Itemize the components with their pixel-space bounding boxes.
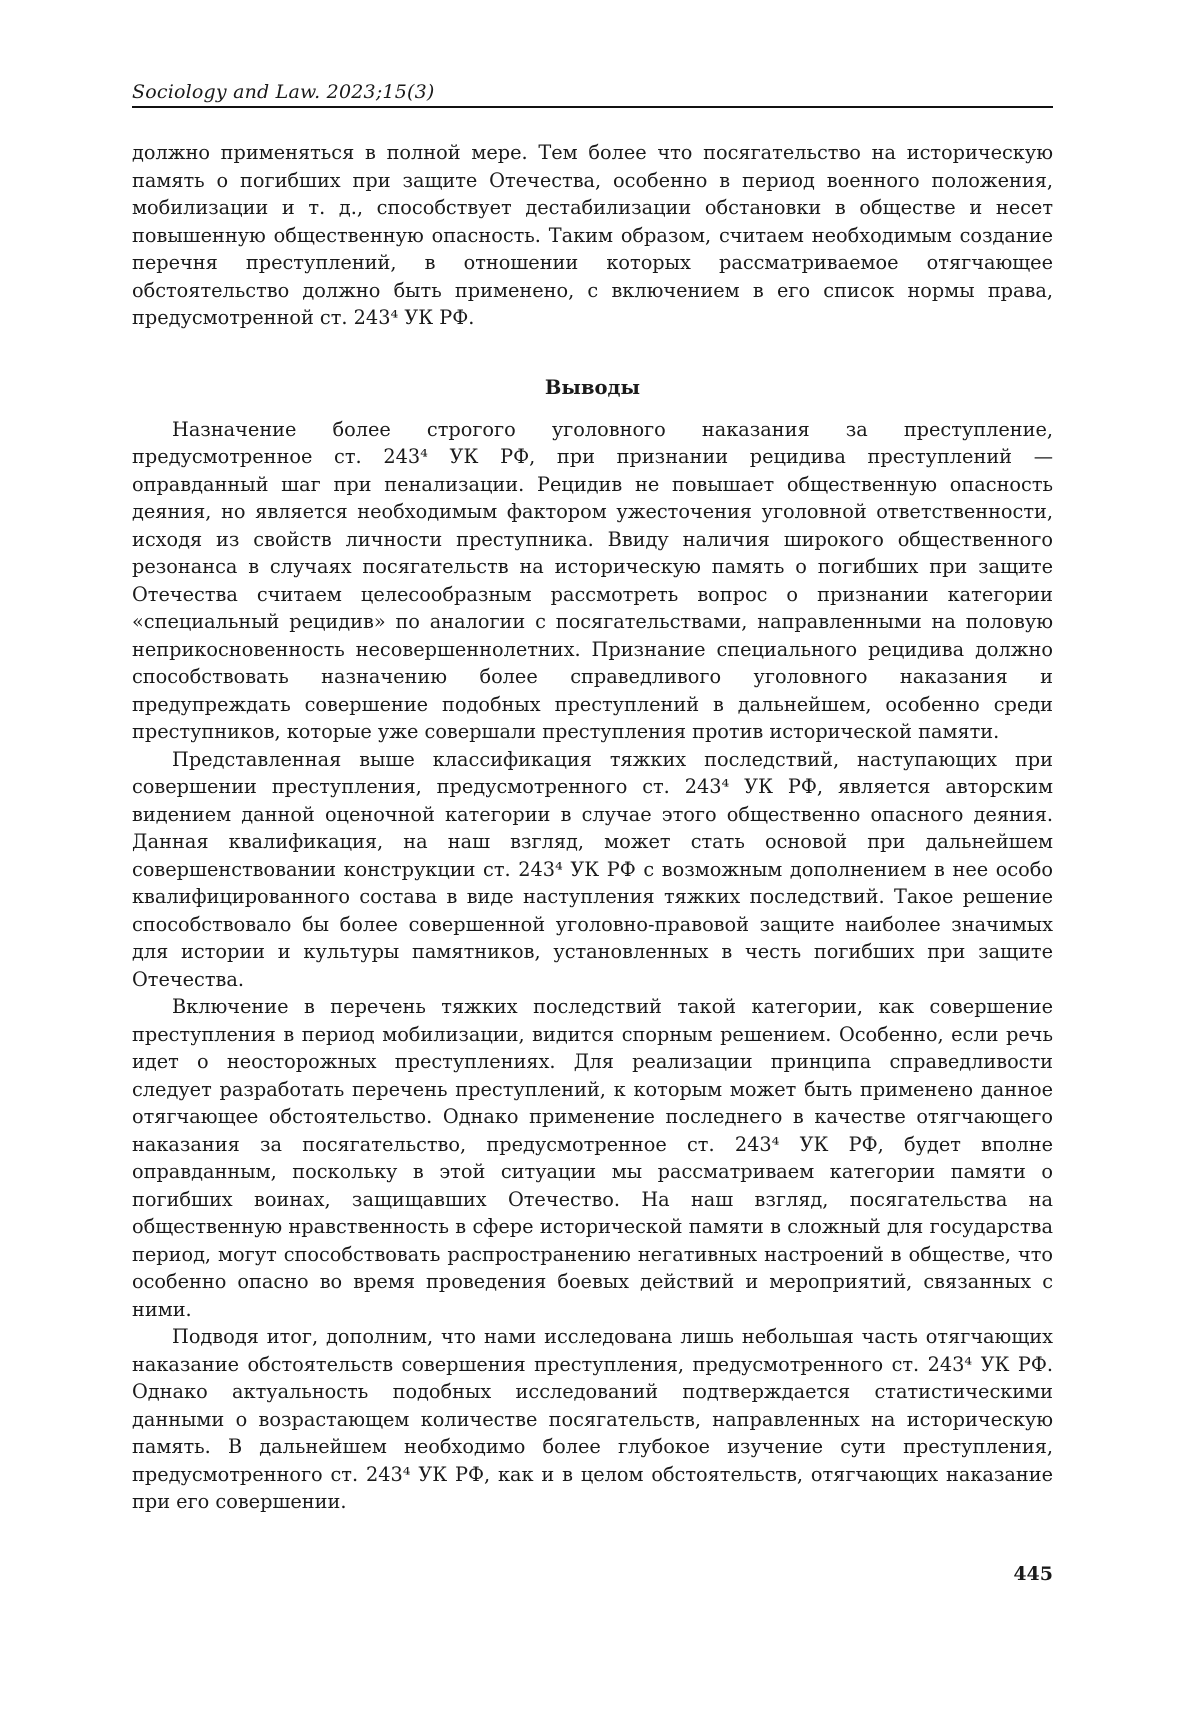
paragraph-3: Включение в перечень тяжких последствий такой категории, как совершение преступления в период мобилизации, видится спорным решением. Особенно, если речь идет о неосторожных преступлениях. Для реализации принципа справедливости следует разработать перечень преступлений, к которым может быть применено данное отягчающее обстоятельство. Однако применение последнего в качестве отягчающего наказания за посягательство, предусмотренное ст. 243⁴ УК РФ, будет вполне оправданным, поскольку в этой ситуации мы рассматриваем категории памяти о погибших воинах, защищавших Отечество. На наш взгляд, посягательства на общественную нравственность в сфере исторической памяти в сложный для государства период, могут способствовать распространению негативных настроений в обществе, что особенно опасно во время проведения боевых действий и мероприятий, связанных с ними. (132, 995, 1053, 1321)
paragraph-2: Представленная выше классификация тяжких последствий, наступающих при совершении преступления, предусмотренного ст. 243⁴ УК РФ, является авторским видением данной оценочной категории в случае этого общественно опасного деяния. Данная квалификация, на наш взгляд, может стать основой при дальнейшем совершенствовании конструкции ст. 243⁴ УК РФ с возможным дополнением в нее особо квалифицированного состава в виде наступления тяжких последствий. Такое решение способствовало бы более совершенной уголовно-правовой защите наиболее значимых для истории и культуры памятников, установленных в честь погибших при защите Отечества. (132, 747, 1053, 991)
section-heading: Выводы (544, 375, 641, 399)
page-number: 445 (1013, 1563, 1053, 1585)
paragraph-1: Назначение более строгого уголовного наказания за преступление, предусмотренное ст. 243⁴ УК РФ, при признании рецидива преступлений — оправданный шаг при пенализации. Рецидив не повышает общественную опасность деяния, но является необходимым фактором ужесточения уголовной ответственности, исходя из свойств личности преступника. Ввиду наличия широкого общественного резонанса в случаях посягательств на историческую память о погибших при защите Отечества считаем целесообразным рассмотреть вопрос о признании категории «специальный рецидив» по аналогии с посягательствами, направленными на половую неприкосновенность несовершеннолетних. Признание специального рецидива должно способствовать назначению более справедливого уголовного наказания и предупреждать совершение подобных преступлений в дальнейшем, особенно среди преступников, которые уже совершали преступления против исторической памяти. (132, 417, 1053, 743)
page (132, 78, 1053, 1585)
paragraph-4: Подводя итог, дополним, что нами исследована лишь небольшая часть отягчающих наказание обстоятельств совершения преступления, предусмотренного ст. 243⁴ УК РФ. Однако актуальность подобных исследований подтверждается статистическими данными о возрастающем количестве посягательств, направленных на историческую память. В дальнейшем необходимо более глубокое изучение сути преступления, предусмотренного ст. 243⁴ УК РФ, как и в целом обстоятельств, отягчающих наказание при его совершении. (132, 1325, 1053, 1513)
running-header: Sociology and Law. 2023;15(3) (132, 78, 1053, 108)
paragraph-intro: должно применяться в полной мере. Тем более что посягательство на историческую память о погибших при защите Отечества, особенно в период военного положения, мобилизации и т. д., способствует дестабилизации обстановки в обществе и несет повышенную общественную опасность. Таким образом, считаем необходимым создание перечня преступлений, в отношении которых рассматриваемое отягчающее обстоятельство должно быть применено, с включением в его список нормы права, предусмотренной ст. 243⁴ УК РФ. (132, 141, 1053, 329)
